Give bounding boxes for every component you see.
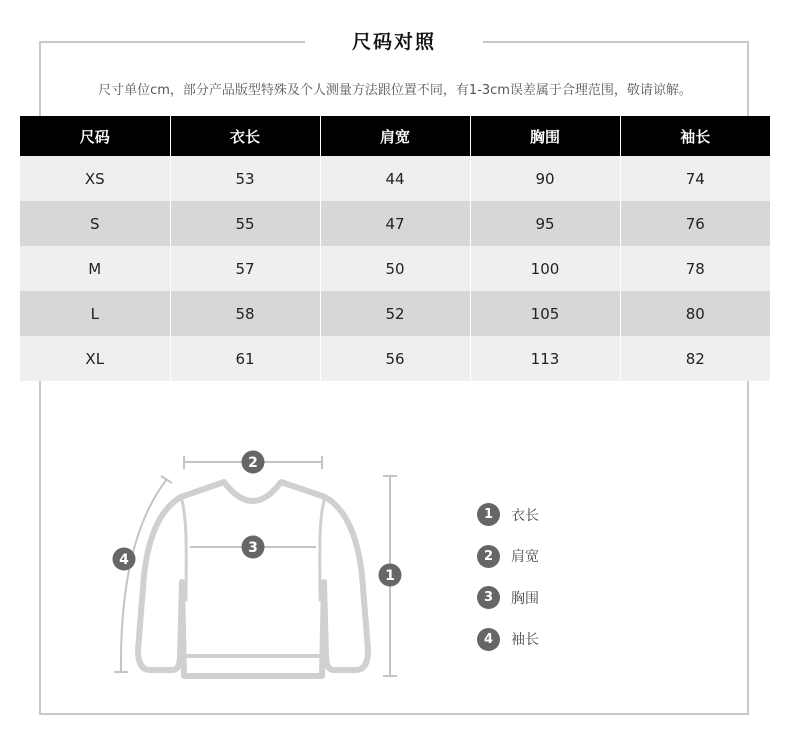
table-cell: 55 (170, 201, 320, 246)
header-shoulder: 肩宽 (320, 116, 470, 156)
legend-number-badge: 2 (477, 545, 500, 568)
header-chest: 胸围 (470, 116, 620, 156)
measurement-legend (477, 503, 539, 669)
legend-item-shoulder (477, 545, 539, 568)
table-cell: 90 (470, 156, 620, 201)
table-cell: 52 (320, 291, 470, 336)
table-cell: 100 (470, 246, 620, 291)
legend-number-badge: 4 (477, 628, 500, 651)
legend-item-sleeve (477, 628, 539, 651)
marker-1-label: 1 (385, 568, 395, 584)
table-cell: L (20, 291, 170, 336)
measurement-note: 尺寸单位cm，部分产品版型特殊及个人测量方法跟位置不同，有1-3cm误差属于合理范围，敬请谅解。 (98, 83, 692, 98)
marker-1 (379, 564, 402, 587)
marker-2 (242, 451, 265, 474)
table-cell: 113 (470, 336, 620, 381)
legend-label: 肩宽 (511, 549, 539, 565)
table-cell: 78 (620, 246, 770, 291)
measure-lines (114, 456, 397, 676)
legend-label: 袖长 (511, 632, 539, 648)
table-cell: 95 (470, 201, 620, 246)
page-title: 尺码对照 (351, 31, 436, 53)
table-cell: XL (20, 336, 170, 381)
table-cell: 58 (170, 291, 320, 336)
table-cell: 76 (620, 201, 770, 246)
table-cell: 61 (170, 336, 320, 381)
table-cell: S (20, 201, 170, 246)
table-cell: M (20, 246, 170, 291)
legend-item-length (477, 503, 539, 526)
table-cell: 56 (320, 336, 470, 381)
marker-3-label: 3 (248, 540, 258, 556)
legend-number-badge: 1 (477, 503, 500, 526)
table-cell: 74 (620, 156, 770, 201)
table-cell: 53 (170, 156, 320, 201)
marker-2-label: 2 (248, 455, 258, 471)
legend-label: 衣长 (511, 507, 539, 524)
sweater-outline (138, 482, 368, 676)
table-cell: 80 (620, 291, 770, 336)
table-cell: 44 (320, 156, 470, 201)
legend-number-badge: 3 (477, 586, 500, 609)
table-cell: XS (20, 156, 170, 201)
marker-4-label: 4 (119, 552, 129, 568)
header-length: 衣长 (170, 116, 320, 156)
marker-4 (113, 548, 136, 571)
marker-3 (242, 536, 265, 559)
table-cell: 47 (320, 201, 470, 246)
table-cell: 57 (170, 246, 320, 291)
header-sleeve: 袖长 (620, 116, 770, 156)
header-size: 尺码 (20, 116, 170, 156)
legend-label: 胸围 (511, 590, 539, 607)
table-cell: 105 (470, 291, 620, 336)
table-cell: 50 (320, 246, 470, 291)
legend-item-chest (477, 586, 539, 609)
table-cell: 82 (620, 336, 770, 381)
